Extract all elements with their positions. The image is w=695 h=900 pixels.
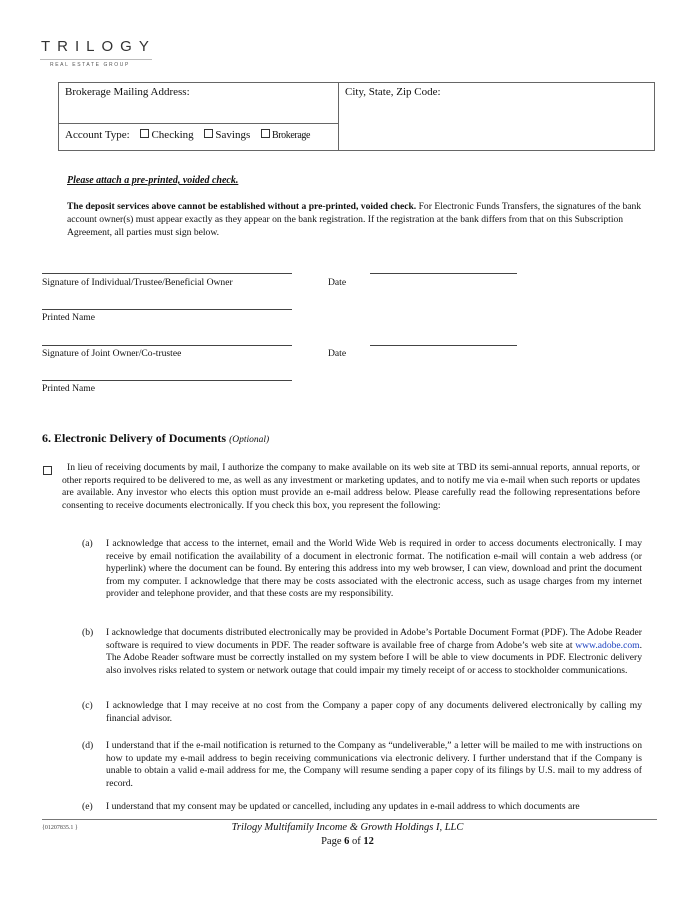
section-title: 6. Electronic Delivery of Documents <box>42 431 227 445</box>
item-text: I acknowledge that I may receive at no cost from the Company a paper copy of any documents delivered electronically by calling my financial advisor. <box>106 700 642 724</box>
deposit-bold: The deposit services above cannot be established without a pre-printed, voided check. <box>67 201 417 212</box>
mailing-address-field[interactable]: Brokerage Mailing Address: <box>65 86 190 98</box>
item-text: I acknowledge that access to the internet, email and the World Wide Web is required in order to access documents electronically. I may receive by email notification the availability of a document in electronic format. The notification e-mail will contain a web address (or hyperlink) where the document can be found. By entering this address into my web browser, I can view, download and print the document from my computer. I acknowledge that there may be costs associated with the electronic access, such as usage charges from my internet provider and telephone provider, and that these costs are my responsibility. <box>106 538 642 600</box>
checking-label: Checking <box>151 129 194 141</box>
item-a <box>82 538 642 601</box>
signature-1-label: Signature of Individual/Trustee/Beneficial Owner <box>42 277 233 288</box>
current-page: 6 <box>344 836 350 847</box>
brokerage-label: Brokerage <box>271 130 311 141</box>
item-letter: (d) <box>82 740 94 751</box>
item-b-text-1: I acknowledge that documents distributed electronically may be provided in Adobe’s Portable Document Format (PDF). The Adobe Reader software is required to view documents in PDF. The reader software is available free of charge from Adobe’s web site at <box>106 627 642 651</box>
item-text: I understand that my consent may be updated or cancelled, including any updates in e-mail address to which documents are <box>106 801 580 812</box>
logo-tagline: REAL ESTATE GROUP <box>50 62 130 68</box>
date-2-label: Date <box>328 348 347 359</box>
printed-name-line-1[interactable] <box>42 309 292 310</box>
brokerage-table <box>58 82 655 151</box>
section-6-heading <box>42 431 269 446</box>
adobe-link[interactable]: www.adobe.com <box>575 639 640 651</box>
logo: TRILOGY <box>41 38 156 55</box>
item-letter: (a) <box>82 538 93 549</box>
printed-name-1-label: Printed Name <box>42 312 96 323</box>
printed-name-line-2[interactable] <box>42 380 292 381</box>
optional-label: (Optional) <box>229 435 270 445</box>
city-state-zip-field[interactable]: City, State, Zip Code: <box>345 86 441 98</box>
deposit-paragraph <box>67 200 667 239</box>
item-b-text-2: . The Adobe Reader software must be correctly installed on my system before I will be able to view documents in PDF. Electronic delivery also involves risks related to system or network outage that could impair my timely receipt of or access to stockholder communications. <box>106 639 642 676</box>
total-pages: 12 <box>363 836 374 847</box>
item-c <box>82 700 642 725</box>
checkbox-brokerage[interactable] <box>261 129 270 138</box>
item-letter: (b) <box>82 627 94 638</box>
date-1-label: Date <box>328 277 347 288</box>
item-e <box>82 801 642 814</box>
signature-line-2[interactable] <box>42 345 292 346</box>
footer-doc-ref: {01207835.1 } <box>42 825 78 831</box>
logo-rule <box>40 59 152 60</box>
electronic-delivery-intro: In lieu of receiving documents by mail, I authorize the company to make available on its web site at TBD its semi-annual reports, annual reports, or other reports required to be delivered to me, as well as any investment or marketing updates, and to notify me via e-mail when such reports or updates are available. Any investor who elects this option must provide an e-mail address below. Please carefully read the following representations before consenting to receive documents electronically. If you check this box, you represent the following: <box>62 462 640 511</box>
account-type-label: Account Type: <box>65 129 130 141</box>
item-text: I understand that if the e-mail notification is returned to the Company as “undeliverable,” a letter will be mailed to me with instructions on how to update my e-mail address to begin receiving communications via electronic delivery. I further understand that if the Company is unable to obtain a valid e-mail address for me, the Company will resume sending a paper copy of its filings by U.S. mail to my address of record. <box>106 740 642 789</box>
of-word: of <box>352 836 361 847</box>
page-number <box>0 836 695 847</box>
checkbox-checking[interactable] <box>140 129 149 138</box>
deposit-text: For Electronic Funds Transfers, the signatures of the bank account owner(s) must appear exactly as they appear on the bank registration. If the registration at the bank differs from that on this Subscription Agreement, all parties must sign below. <box>67 201 642 238</box>
item-b <box>82 627 642 677</box>
account-type-row <box>65 129 310 141</box>
page-word: Page <box>321 836 342 847</box>
printed-name-2-label: Printed Name <box>42 383 96 394</box>
item-text <box>106 627 642 677</box>
savings-label: Savings <box>215 129 251 141</box>
date-line-2[interactable] <box>370 345 517 346</box>
date-line-1[interactable] <box>370 273 517 274</box>
signature-2-label: Signature of Joint Owner/Co-trustee <box>42 348 182 359</box>
footer-title: Trilogy Multifamily Income & Growth Holdings I, LLC <box>231 822 464 833</box>
attach-check-note: Please attach a pre-printed, voided check. <box>67 175 239 186</box>
signature-line-1[interactable] <box>42 273 292 274</box>
item-letter: (c) <box>82 700 93 711</box>
checkbox-savings[interactable] <box>204 129 213 138</box>
item-letter: (e) <box>82 801 93 812</box>
footer-rule <box>42 819 657 820</box>
electronic-delivery-checkbox[interactable] <box>43 466 52 475</box>
item-d <box>82 740 642 790</box>
